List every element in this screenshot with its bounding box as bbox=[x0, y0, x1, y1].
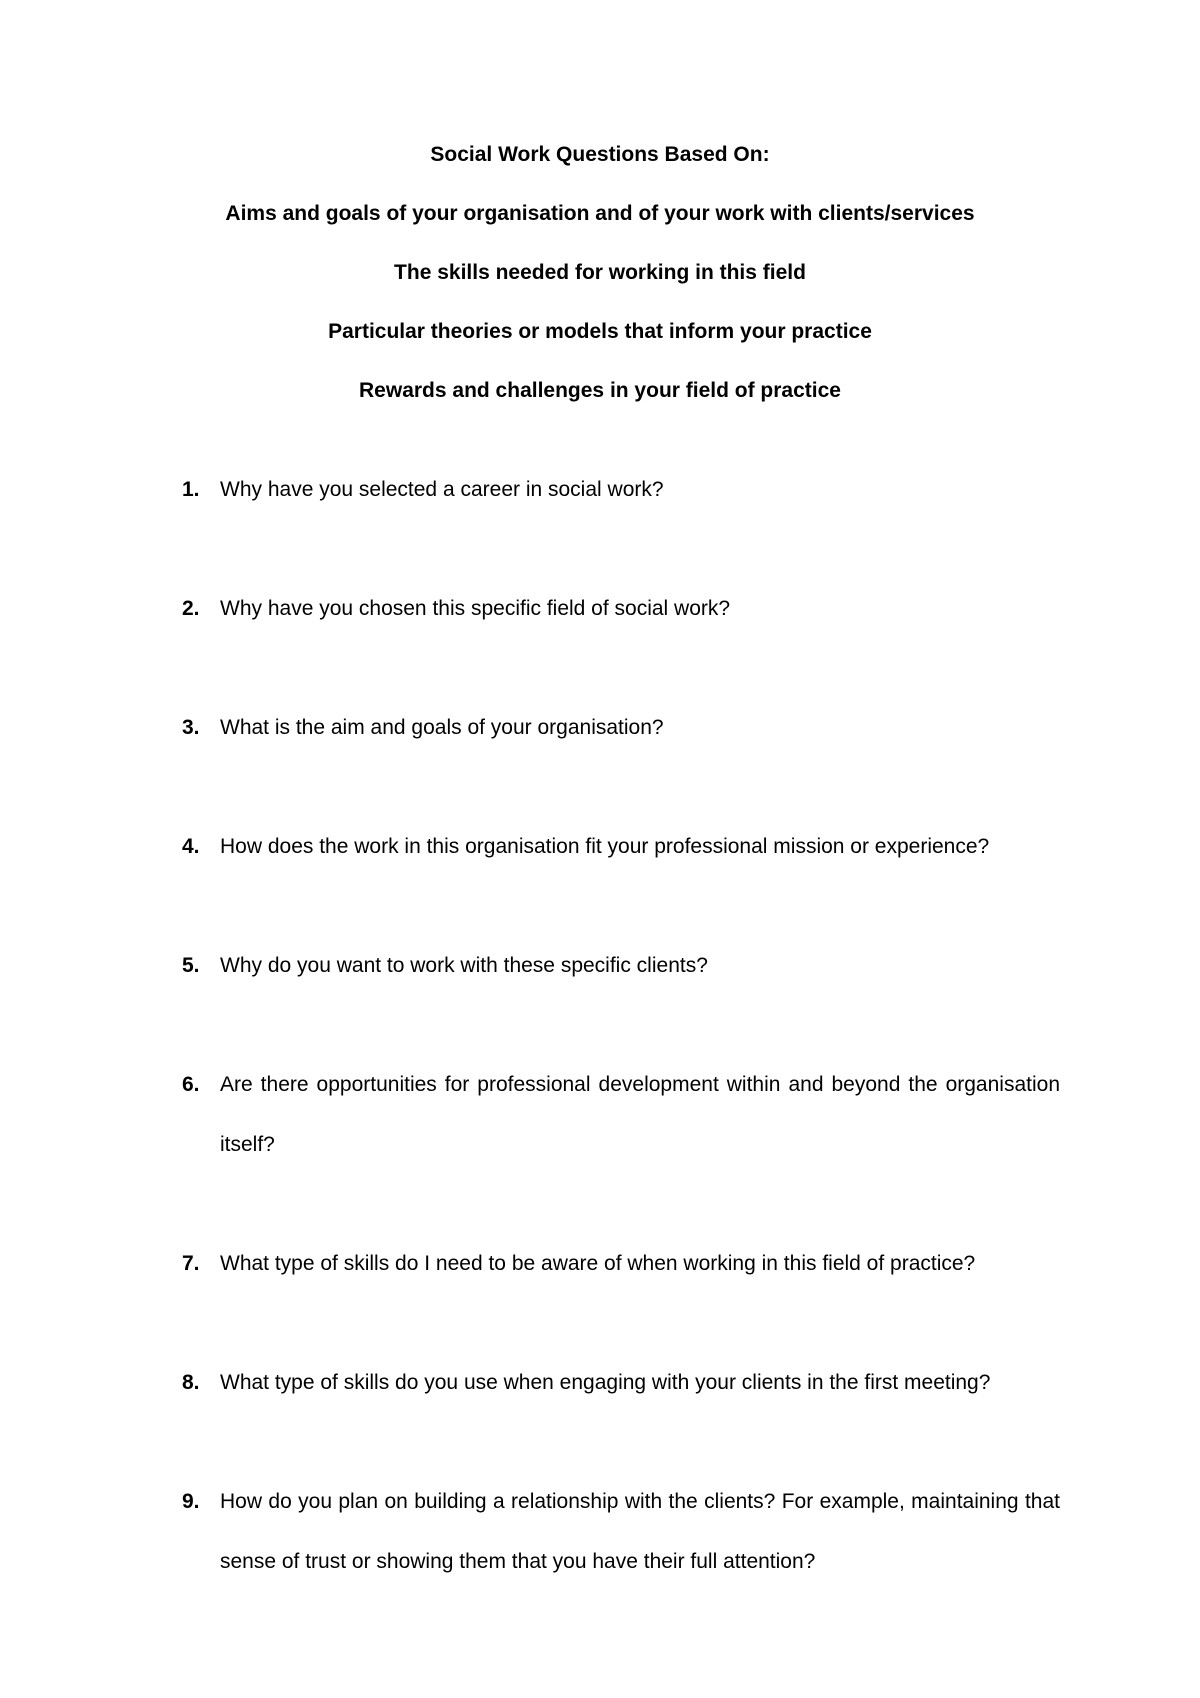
document-header bbox=[0, 142, 1200, 437]
question-item bbox=[182, 1055, 1060, 1175]
question-text: Are there opportunities for professional development within and beyond the organisation itself? bbox=[220, 1073, 1060, 1156]
question-item bbox=[182, 1472, 1060, 1592]
question-item bbox=[182, 460, 1060, 520]
question-text: Why do you want to work with these specific clients? bbox=[220, 954, 708, 977]
question-item bbox=[182, 579, 1060, 639]
question-number: 3. bbox=[182, 716, 200, 739]
question-text: What type of skills do you use when engaging with your clients in the first meeting? bbox=[220, 1371, 991, 1394]
question-item bbox=[182, 1234, 1060, 1294]
topic-rewards-challenges: Rewards and challenges in your field of practice bbox=[359, 379, 841, 402]
question-item bbox=[182, 936, 1060, 996]
question-item bbox=[182, 1353, 1060, 1413]
question-text: How does the work in this organisation fit your professional mission or experience? bbox=[220, 835, 990, 858]
question-text: What is the aim and goals of your organisation? bbox=[220, 716, 664, 739]
question-text: Why have you selected a career in social work? bbox=[220, 478, 664, 501]
question-text: What type of skills do I need to be aware of when working in this field of practice? bbox=[220, 1252, 976, 1275]
question-number: 4. bbox=[182, 835, 200, 858]
document-title: Social Work Questions Based On: bbox=[430, 143, 770, 166]
question-text: How do you plan on building a relationship with the clients? For example, maintaining that sense of trust or showing them that you have their full attention? bbox=[220, 1490, 1060, 1573]
question-item bbox=[182, 698, 1060, 758]
topic-aims-goals: Aims and goals of your organisation and of your work with clients/services bbox=[225, 202, 975, 225]
question-text: Why have you chosen this specific field of social work? bbox=[220, 597, 731, 620]
topic-skills: The skills needed for working in this field bbox=[394, 261, 806, 284]
question-number: 1. bbox=[182, 478, 200, 501]
question-item bbox=[182, 817, 1060, 877]
question-number: 6. bbox=[182, 1073, 200, 1096]
question-number: 7. bbox=[182, 1252, 200, 1275]
question-list bbox=[182, 460, 1060, 1651]
question-number: 8. bbox=[182, 1371, 200, 1394]
question-number: 9. bbox=[182, 1490, 200, 1513]
question-number: 2. bbox=[182, 597, 200, 620]
topic-theories: Particular theories or models that inform your practice bbox=[328, 320, 872, 343]
question-number: 5. bbox=[182, 954, 200, 977]
